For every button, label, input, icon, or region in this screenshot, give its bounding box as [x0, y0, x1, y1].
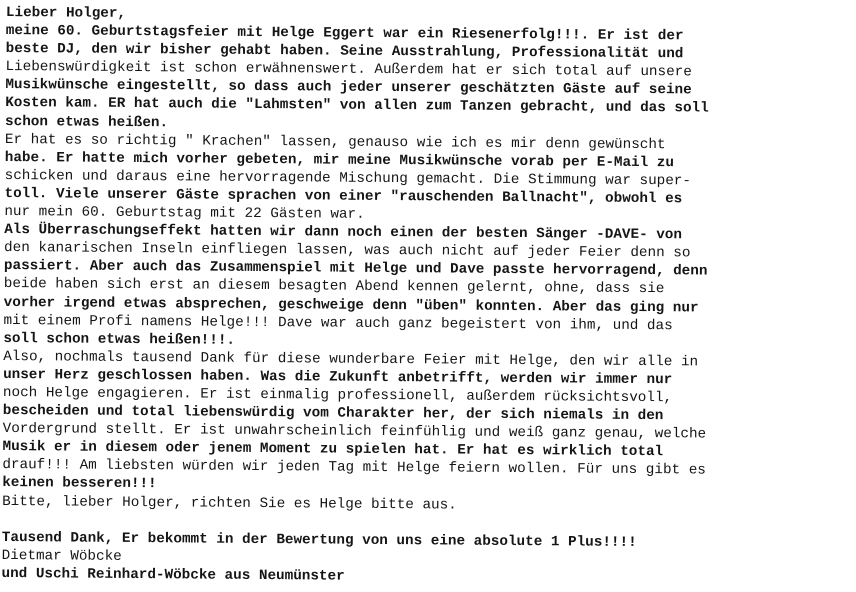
letter-line: Als Überraschungseffekt hatten wir dann noch einen der besten Sänger -DAVE- von — [4, 222, 683, 244]
salutation: Lieber Holger, — [5, 4, 127, 22]
letter-body — [1, 4, 854, 590]
letter-line: vorher irgend etwas absprechen, geschweige denn "üben" konnten. Aber das ging nur — [3, 294, 699, 316]
letter-line: keinen besseren!!! — [2, 475, 157, 493]
letter-line: drauf!!! Am liebsten würden wir jeden Tag mit Helge feiern wollen. Für uns gibt es — [2, 457, 706, 479]
letter-line: nur mein 60. Geburtstag mit 22 Gästen war. — [4, 204, 365, 223]
letter-line: bescheiden und total liebenswürdig vom Charakter her, der sich niemals in den — [2, 403, 664, 425]
letter-line: den kanarischen Inseln einfliegen lassen, was auch nicht auf jeder Feier denn so — [4, 240, 691, 262]
letter-line: toll. Viele unserer Gäste sprachen von einer "rauschenden Ballnacht", obwohl es — [4, 185, 683, 208]
letter-line: mit einem Profi namens Helge!!! Dave war auch ganz begeistert von ihm, und das — [3, 312, 673, 334]
letter-line: unser Herz geschlossen haben. Was die Zukunft anbetrifft, werden wir immer nur — [3, 366, 673, 389]
signature-name: Dietmar Wöbcke — [1, 547, 122, 565]
letter-line: Vordergrund stellt. Er ist unwahrscheinlich feinfühlig und weiß ganz genau, welche — [2, 421, 707, 443]
letter-line: Liebenswürdigkeit ist schon erwähnenswert. Außerdem hat er sich total auf unsere — [5, 59, 692, 81]
letter-line: Kosten kam. ER hat auch die "Lahmsten" von allen zum Tanzen gebracht, und das soll — [5, 95, 709, 117]
letter-line: beide haben sich erst an diesem besagten Abend kennen gelernt, ohne, dass sie — [3, 276, 665, 298]
letter-line: Musikwünsche eingestellt, so dass auch jeder unserer geschätzten Gäste auf seine — [5, 77, 692, 99]
letter-line: habe. Er hatte mich vorher gebeten, mir meine Musikwünsche vorab per E-Mail zu — [4, 149, 675, 172]
letter-line: beste DJ, den wir bisher gehabt haben. Seine Ausstrahlung, Professionalität und — [5, 41, 684, 63]
letter-line: Er hat es so richtig " Krachen" lassen, genauso wie ich es mir denn gewünscht — [4, 131, 666, 153]
letter-line: soll schon etwas heißen!!!. — [3, 330, 236, 349]
letter-line: Also, nochmals tausend Dank für diese wunderbare Feier mit Helge, den wir alle in — [3, 348, 699, 371]
letter-line: schon etwas heißen. — [5, 113, 169, 131]
closing-line: Tausend Dank, Er bekommt in der Bewertung von uns eine absolute 1 Plus!!!! — [1, 529, 637, 551]
letter-line: Bitte, lieber Holger, richten Sie es Helge bitte aus. — [2, 493, 457, 514]
signature-name: und Uschi Reinhard-Wöbcke aus Neumünster — [1, 565, 345, 585]
letter-line: passiert. Aber auch das Zusammenspiel mit Helge und Dave passte hervorragend, denn — [3, 258, 708, 280]
letter-line: noch Helge engagieren. Er ist einmalig professionell, außerdem rücksichtsvoll, — [2, 384, 673, 407]
letter-line: Musik er in diesem oder jenem Moment zu spielen hat. Er hat es wirklich total — [2, 439, 664, 461]
letter-line: meine 60. Geburtstagsfeier mit Helge Eggert war ein Riesenerfolg!!!. Er ist der — [5, 23, 684, 45]
letter-line: schicken und daraus eine hervorragende Mischung gemacht. Die Stimmung war super- — [4, 167, 692, 190]
